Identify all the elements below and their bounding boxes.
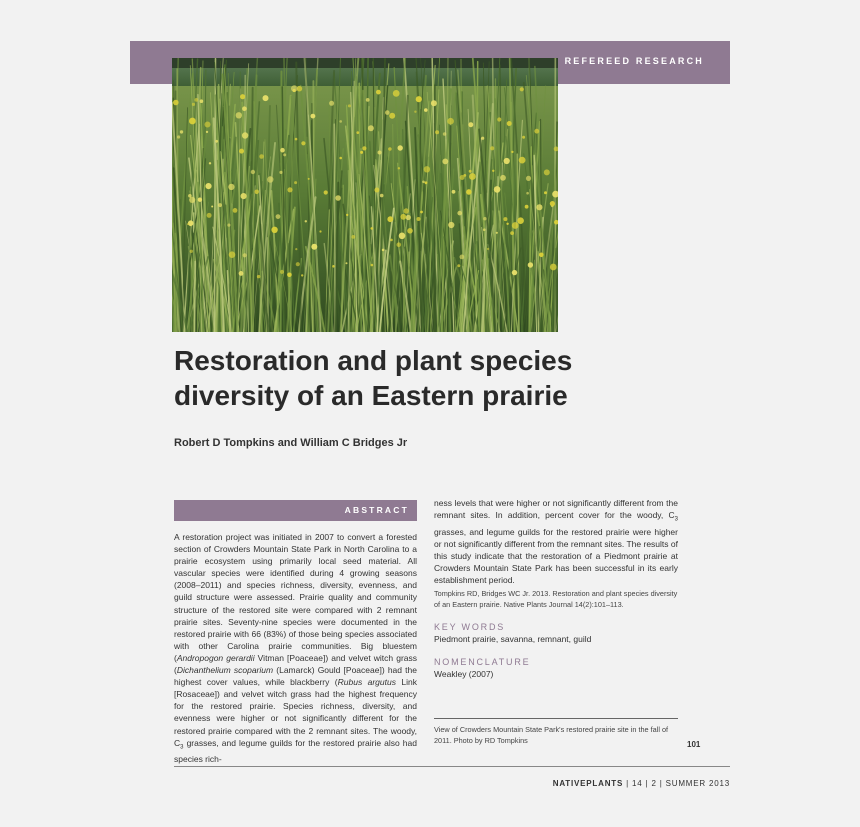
- nomenclature-text: Weakley (2007): [434, 669, 494, 679]
- keywords-heading: KEY WORDS: [434, 622, 506, 632]
- footer: [553, 779, 730, 788]
- journal-name: NATIVEPLANTS: [552, 779, 624, 788]
- abstract-part: Link [Rosaceae]) and velvet witch grass had the highest frequency for the restored prairie. Species richness, diversity, and evenness were higher or not significantly different for the restored prairie compared with the 2 remnant sites. The woody, C: [174, 677, 417, 748]
- authors: Robert D Tompkins and William C Bridges Jr: [174, 437, 408, 449]
- abstract-part: Vitman [Poaceae]) and velvet witch grass (: [174, 652, 417, 676]
- section-label: REFEREED RESEARCH: [564, 56, 704, 66]
- abstract-part: (Lamarck) Gould [Poaceae]) had the highest cover values, while blackberry (: [174, 665, 417, 688]
- keywords-text: Piedmont prairie, savanna, remnant, guild: [434, 634, 592, 644]
- abstract-part: A restoration project was initiated in 2007 to convert a forested section of Crowders Mountain State Park in North Carolina to a prairie ecosystem using primarily local seed material. All vascular species were identified during 4 growing seasons (2008–2011) and species richness, diversity, evenness, and guild structure were assessed. Prairie quality and community structure of the restored site were compared with 2 remnant prairie sites. Seventy-nine species were documented in the restored prairie with 66 (83%) of those being species associated with other Carolina prairie communities. Big bluestem (: [174, 532, 417, 663]
- title-line-1: Restoration and plant species: [174, 345, 573, 376]
- abstract-part: grasses, and legume guilds for the restored prairie were higher or not significantly different from the remnant sites. The results of this study indicate that the restoration of a Piedmont prairie at Crowders Mountain State Park has been successful in its early establishment period.: [434, 526, 678, 586]
- abstract-part: grasses, and legume guilds for the restored prairie also had species rich-: [174, 737, 417, 765]
- nomenclature-heading: NOMENCLATURE: [434, 657, 531, 667]
- subscript: 3: [180, 744, 184, 751]
- abstract-heading-bar: [174, 500, 417, 521]
- species-name: Dichanthelium scoparium: [176, 665, 274, 676]
- title-line-2: diversity of an Eastern prairie: [174, 380, 568, 411]
- footer-divider: [174, 766, 730, 767]
- species-name: Andropogon gerardii: [176, 652, 255, 663]
- caption-divider: [434, 718, 678, 719]
- page-number: 101: [687, 740, 701, 749]
- subscript: 3: [674, 516, 678, 523]
- abstract-heading: ABSTRACT: [344, 505, 409, 515]
- issue-info: | 14 | 2 | SUMMER 2013: [626, 779, 730, 788]
- abstract-part: ness levels that were higher or not significantly different from the remnant sites. In addition, percent cover for the woody, C: [434, 498, 678, 521]
- abstract-text-left: [174, 531, 417, 765]
- citation: Tompkins RD, Bridges WC Jr. 2013. Restoration and plant species diversity of an Eastern prairie. Native Plants Journal 14(2):101–113.: [434, 589, 678, 609]
- photo-caption: View of Crowders Mountain State Park's restored prairie site in the fall of 2011. Photo by RD Tompkins: [434, 725, 669, 745]
- article-title: [174, 343, 694, 413]
- species-name: Rubus argutus: [337, 677, 396, 688]
- prairie-photo: [172, 58, 558, 332]
- abstract-text-right: [434, 497, 678, 586]
